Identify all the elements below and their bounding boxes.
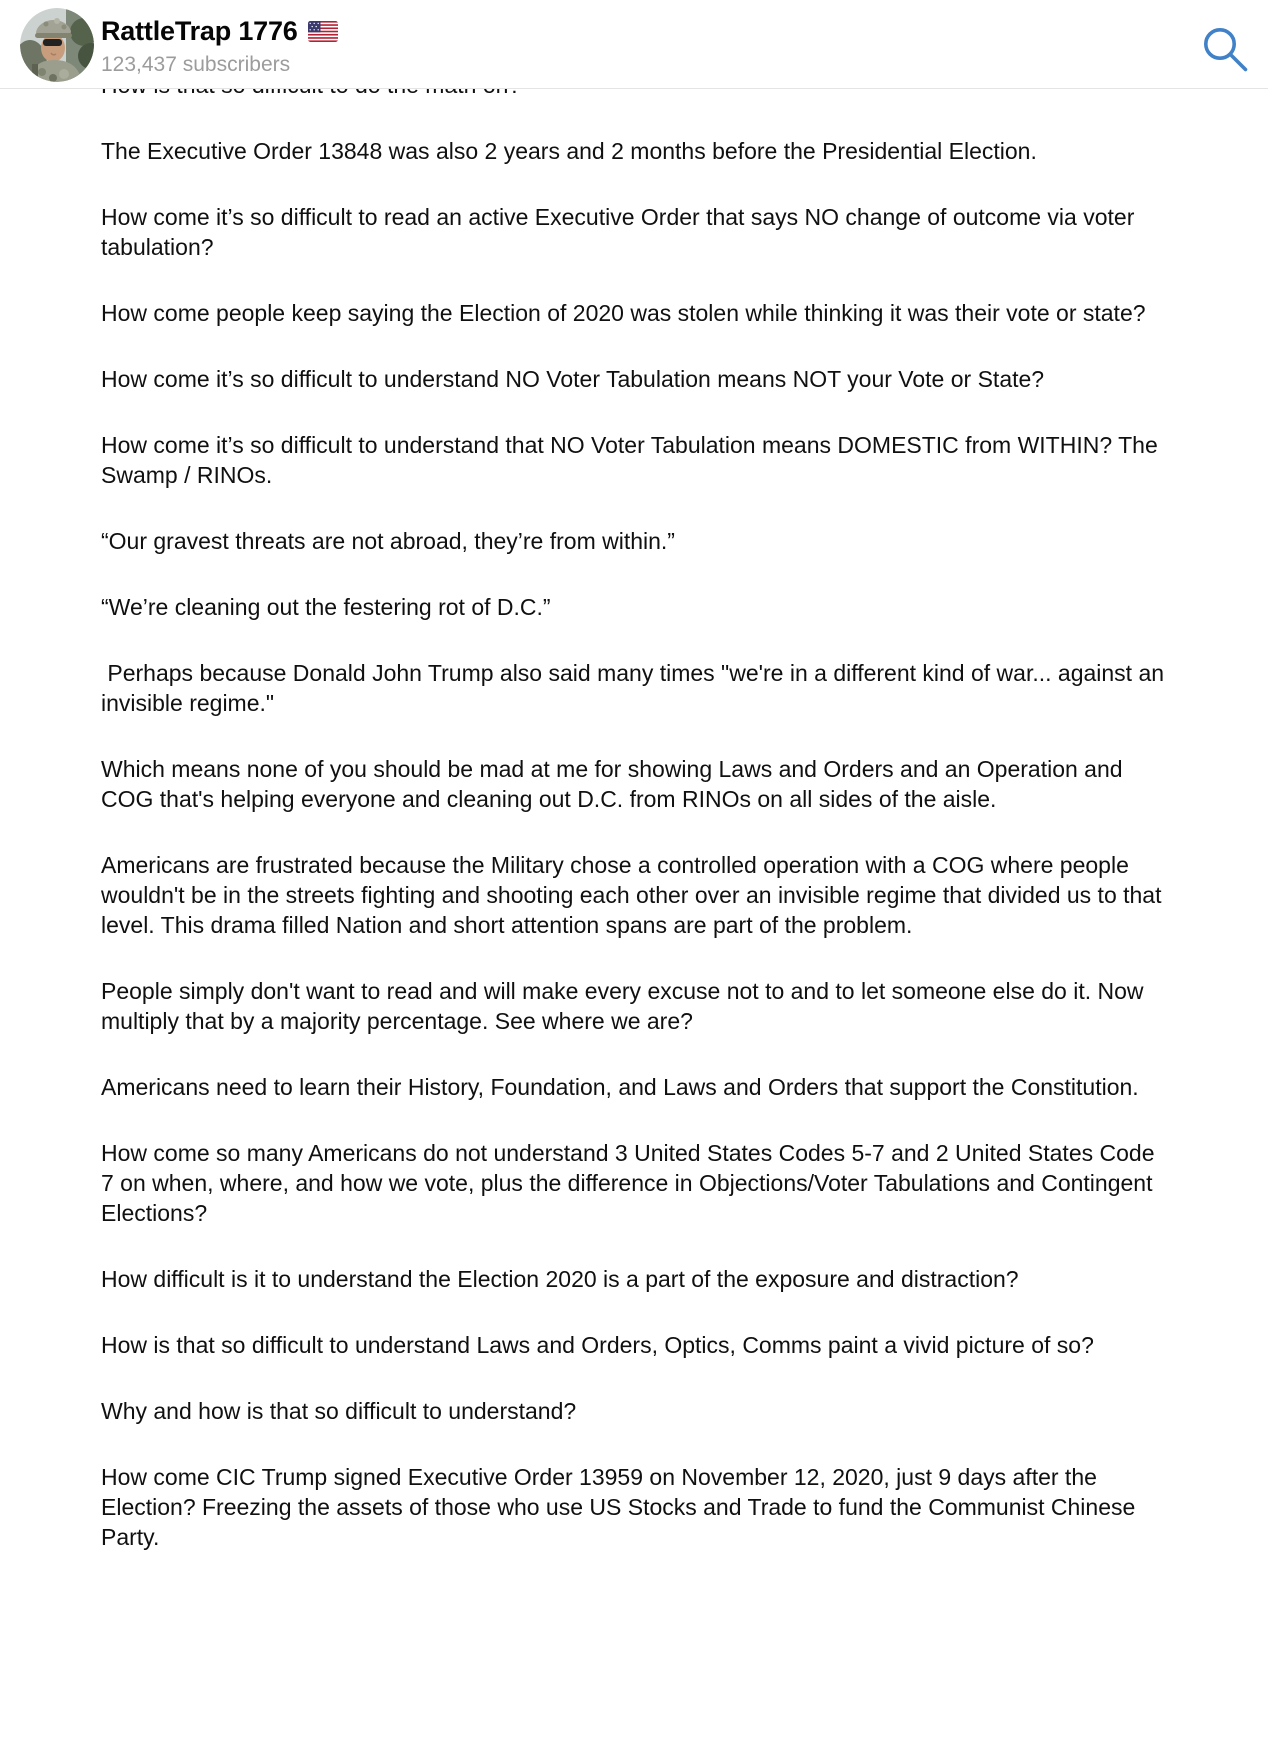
post-text — [101, 70, 1171, 1588]
post-paragraph: Why and how is that so difficult to understand? — [101, 1398, 577, 1424]
channel-title: RattleTrap 1776 — [101, 16, 298, 46]
header-bar — [0, 0, 1268, 89]
post-paragraph: How come CIC Trump signed Executive Order 13959 on November 12, 2020, just 9 days after the Election? Freezing the assets of those who use US Stocks and Trade to fund the Communist Chinese Party. — [101, 1464, 1142, 1550]
us-flag-icon — [308, 21, 338, 42]
soldier-avatar-image — [20, 8, 94, 82]
post-paragraph: How is that so difficult to understand Laws and Orders, Optics, Comms paint a vivid picture of so? — [101, 1332, 1094, 1358]
post-paragraph: How come people keep saying the Election of 2020 was stolen while thinking it was their vote or state? — [101, 300, 1146, 326]
post-paragraph: Americans need to learn their History, Foundation, and Laws and Orders that support the Constitution. — [101, 1074, 1139, 1100]
post-paragraph: Perhaps because Donald John Trump also said many times "we're in a different kind of war... against an invisible regime." — [101, 660, 1171, 716]
post-paragraph: The Executive Order 13848 was also 2 years and 2 months before the Presidential Election. — [101, 138, 1037, 164]
post-paragraph: Americans are frustrated because the Military chose a controlled operation with a COG where people wouldn't be in the streets fighting and shooting each other over an invisible regime that divided us to that level. This drama filled Nation and short attention spans are part of the problem. — [101, 852, 1168, 938]
post-paragraph: How come it’s so difficult to understand NO Voter Tabulation means NOT your Vote or State? — [101, 366, 1045, 392]
search-icon — [1200, 24, 1256, 78]
post-paragraph: How difficult is it to understand the Election 2020 is a part of the exposure and distraction? — [101, 1266, 1019, 1292]
post-paragraph: How come it’s so difficult to read an active Executive Order that says NO change of outcome via voter tabulation? — [101, 204, 1141, 260]
post-paragraph: Which means none of you should be mad at me for showing Laws and Orders and an Operation and COG that's helping everyone and cleaning out D.C. from RINOs on all sides of the aisle. — [101, 756, 1129, 812]
post-paragraph: People simply don't want to read and will make every excuse not to and to let someone else do it. Now multiply that by a majority percentage. See where we are? — [101, 978, 1150, 1034]
post-paragraph: “We’re cleaning out the festering rot of D.C.” — [101, 594, 551, 620]
post-paragraph: How come it’s so difficult to understand that NO Voter Tabulation means DOMESTIC from WITHIN? The Swamp / RINOs. — [101, 432, 1165, 488]
post-paragraph: “Our gravest threats are not abroad, they’re from within.” — [101, 528, 675, 554]
subscriber-count: 123,437 subscribers — [101, 53, 291, 76]
search-button[interactable] — [1200, 24, 1256, 78]
channel-avatar[interactable] — [20, 8, 94, 82]
post-paragraph: How come so many Americans do not understand 3 United States Codes 5-7 and 2 United States Code 7 on when, where, and how we vote, plus the difference in Objections/Voter Tabulations and Contingent Elections? — [101, 1140, 1161, 1226]
